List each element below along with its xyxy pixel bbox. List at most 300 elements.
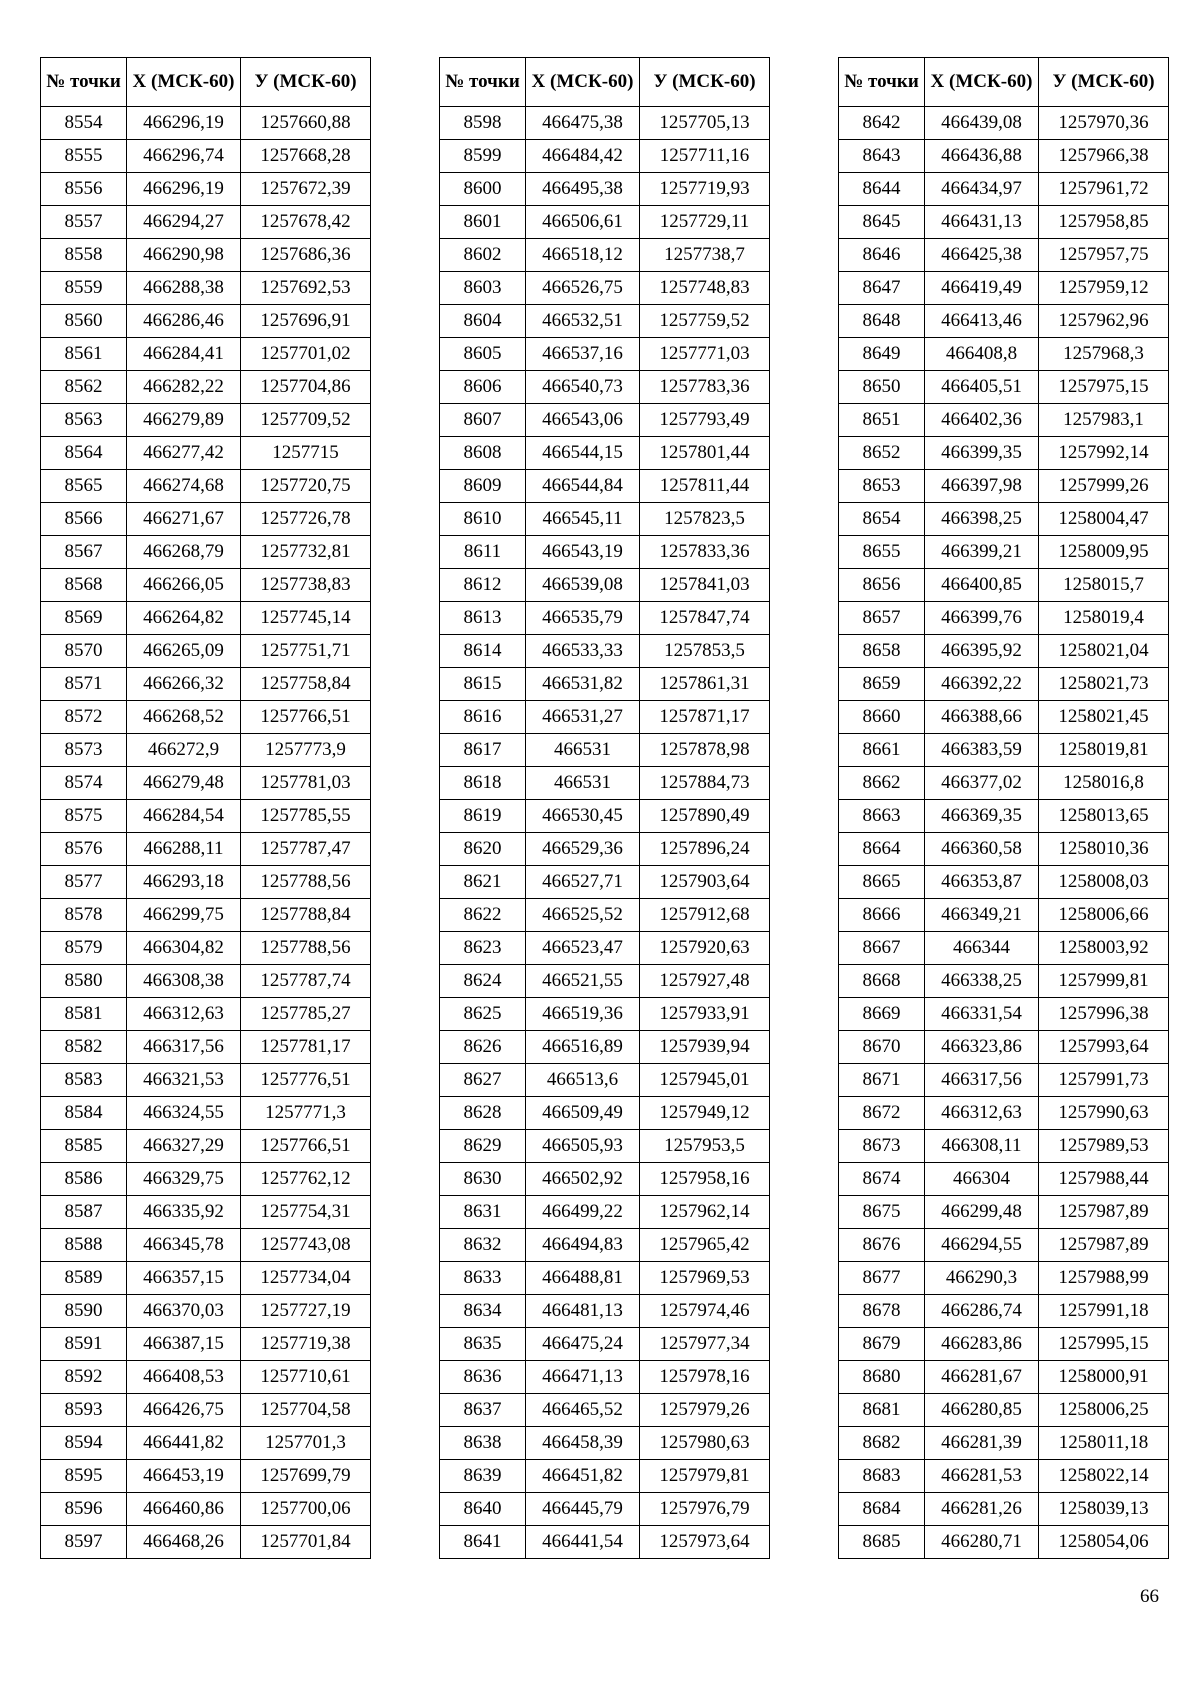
point-number-cell: 8636 [440, 1361, 526, 1394]
table-row [440, 1460, 770, 1493]
table-row [41, 206, 371, 239]
table-row [440, 701, 770, 734]
x-coordinate-cell: 466268,79 [127, 536, 241, 569]
point-number-cell: 8556 [41, 173, 127, 206]
x-coordinate-cell: 466481,13 [526, 1295, 640, 1328]
table-row [440, 965, 770, 998]
y-coordinate-cell: 1257672,39 [241, 173, 371, 206]
y-coordinate-cell: 1257709,52 [241, 404, 371, 437]
table-row [839, 1328, 1169, 1361]
x-coordinate-cell: 466395,92 [925, 635, 1039, 668]
y-coordinate-cell: 1257704,86 [241, 371, 371, 404]
header-x-coordinate: Х (МСК-60) [925, 58, 1039, 107]
x-coordinate-cell: 466312,63 [925, 1097, 1039, 1130]
y-coordinate-cell: 1257668,28 [241, 140, 371, 173]
table-row [440, 1163, 770, 1196]
point-number-cell: 8568 [41, 569, 127, 602]
table-row [440, 239, 770, 272]
y-coordinate-cell: 1257738,7 [640, 239, 770, 272]
point-number-cell: 8599 [440, 140, 526, 173]
point-number-cell: 8621 [440, 866, 526, 899]
y-coordinate-cell: 1257788,56 [241, 866, 371, 899]
table-row [839, 404, 1169, 437]
point-number-cell: 8611 [440, 536, 526, 569]
point-number-cell: 8652 [839, 437, 925, 470]
y-coordinate-cell: 1257957,75 [1039, 239, 1169, 272]
table-row [440, 305, 770, 338]
table-row [839, 1295, 1169, 1328]
table-row [839, 932, 1169, 965]
x-coordinate-cell: 466286,46 [127, 305, 241, 338]
y-coordinate-cell: 1257762,12 [241, 1163, 371, 1196]
table-row [41, 338, 371, 371]
point-number-cell: 8560 [41, 305, 127, 338]
table-row [440, 371, 770, 404]
table-row [440, 1097, 770, 1130]
point-number-cell: 8648 [839, 305, 925, 338]
x-coordinate-cell: 466272,9 [127, 734, 241, 767]
table-row [839, 767, 1169, 800]
x-coordinate-cell: 466296,19 [127, 173, 241, 206]
x-coordinate-cell: 466471,13 [526, 1361, 640, 1394]
point-number-cell: 8684 [839, 1493, 925, 1526]
table-row [839, 470, 1169, 503]
x-coordinate-cell: 466531 [526, 767, 640, 800]
coordinates-table-3 [838, 57, 1169, 1559]
y-coordinate-cell: 1257878,98 [640, 734, 770, 767]
point-number-cell: 8575 [41, 800, 127, 833]
x-coordinate-cell: 466505,93 [526, 1130, 640, 1163]
y-coordinate-cell: 1258021,73 [1039, 668, 1169, 701]
point-number-cell: 8624 [440, 965, 526, 998]
x-coordinate-cell: 466506,61 [526, 206, 640, 239]
y-coordinate-cell: 1257847,74 [640, 602, 770, 635]
table-row [41, 437, 371, 470]
y-coordinate-cell: 1257969,53 [640, 1262, 770, 1295]
x-coordinate-cell: 466458,39 [526, 1427, 640, 1460]
point-number-cell: 8683 [839, 1460, 925, 1493]
y-coordinate-cell: 1257988,44 [1039, 1163, 1169, 1196]
y-coordinate-cell: 1257710,61 [241, 1361, 371, 1394]
x-coordinate-cell: 466531 [526, 734, 640, 767]
table-header-row [839, 58, 1169, 107]
table-row [41, 635, 371, 668]
point-number-cell: 8588 [41, 1229, 127, 1262]
y-coordinate-cell: 1257961,72 [1039, 173, 1169, 206]
x-coordinate-cell: 466266,32 [127, 668, 241, 701]
point-number-cell: 8670 [839, 1031, 925, 1064]
y-coordinate-cell: 1257727,19 [241, 1295, 371, 1328]
y-coordinate-cell: 1258015,7 [1039, 569, 1169, 602]
point-number-cell: 8675 [839, 1196, 925, 1229]
y-coordinate-cell: 1257987,89 [1039, 1229, 1169, 1262]
x-coordinate-cell: 466271,67 [127, 503, 241, 536]
x-coordinate-cell: 466294,55 [925, 1229, 1039, 1262]
point-number-cell: 8655 [839, 536, 925, 569]
point-number-cell: 8580 [41, 965, 127, 998]
y-coordinate-cell: 1257978,16 [640, 1361, 770, 1394]
x-coordinate-cell: 466323,86 [925, 1031, 1039, 1064]
table-row [41, 1361, 371, 1394]
point-number-cell: 8641 [440, 1526, 526, 1559]
point-number-cell: 8601 [440, 206, 526, 239]
point-number-cell: 8616 [440, 701, 526, 734]
x-coordinate-cell: 466488,81 [526, 1262, 640, 1295]
point-number-cell: 8680 [839, 1361, 925, 1394]
point-number-cell: 8623 [440, 932, 526, 965]
table-row [41, 470, 371, 503]
table-row [440, 569, 770, 602]
y-coordinate-cell: 1257696,91 [241, 305, 371, 338]
y-coordinate-cell: 1257719,38 [241, 1328, 371, 1361]
y-coordinate-cell: 1257853,5 [640, 635, 770, 668]
x-coordinate-cell: 466331,54 [925, 998, 1039, 1031]
y-coordinate-cell: 1258003,92 [1039, 932, 1169, 965]
table-row [440, 1526, 770, 1559]
y-coordinate-cell: 1257983,1 [1039, 404, 1169, 437]
y-coordinate-cell: 1257861,31 [640, 668, 770, 701]
point-number-cell: 8557 [41, 206, 127, 239]
y-coordinate-cell: 1257823,5 [640, 503, 770, 536]
table-row [839, 272, 1169, 305]
table-row [839, 734, 1169, 767]
x-coordinate-cell: 466280,71 [925, 1526, 1039, 1559]
x-coordinate-cell: 466400,85 [925, 569, 1039, 602]
table-row [839, 1427, 1169, 1460]
table-row [41, 1163, 371, 1196]
point-number-cell: 8682 [839, 1427, 925, 1460]
y-coordinate-cell: 1257990,63 [1039, 1097, 1169, 1130]
y-coordinate-cell: 1257933,91 [640, 998, 770, 1031]
point-number-cell: 8555 [41, 140, 127, 173]
point-number-cell: 8578 [41, 899, 127, 932]
coordinates-table-2 [439, 57, 770, 1559]
y-coordinate-cell: 1257903,64 [640, 866, 770, 899]
table-row [839, 1097, 1169, 1130]
y-coordinate-cell: 1257711,16 [640, 140, 770, 173]
y-coordinate-cell: 1257660,88 [241, 107, 371, 140]
y-coordinate-cell: 1257988,99 [1039, 1262, 1169, 1295]
y-coordinate-cell: 1258019,4 [1039, 602, 1169, 635]
y-coordinate-cell: 1258016,8 [1039, 767, 1169, 800]
point-number-cell: 8618 [440, 767, 526, 800]
point-number-cell: 8614 [440, 635, 526, 668]
y-coordinate-cell: 1257966,38 [1039, 140, 1169, 173]
y-coordinate-cell: 1257748,83 [640, 272, 770, 305]
x-coordinate-cell: 466383,59 [925, 734, 1039, 767]
table-row [41, 1196, 371, 1229]
x-coordinate-cell: 466274,68 [127, 470, 241, 503]
table-row [839, 1229, 1169, 1262]
table-row [440, 1394, 770, 1427]
table-row [440, 635, 770, 668]
table-row [440, 1493, 770, 1526]
point-number-cell: 8631 [440, 1196, 526, 1229]
table-row [41, 833, 371, 866]
x-coordinate-cell: 466537,16 [526, 338, 640, 371]
point-number-cell: 8606 [440, 371, 526, 404]
table-row [440, 1328, 770, 1361]
y-coordinate-cell: 1257949,12 [640, 1097, 770, 1130]
y-coordinate-cell: 1257715 [241, 437, 371, 470]
table-row [839, 635, 1169, 668]
x-coordinate-cell: 466516,89 [526, 1031, 640, 1064]
y-coordinate-cell: 1257781,17 [241, 1031, 371, 1064]
point-number-cell: 8573 [41, 734, 127, 767]
y-coordinate-cell: 1257729,11 [640, 206, 770, 239]
x-coordinate-cell: 466532,51 [526, 305, 640, 338]
table-row [41, 371, 371, 404]
point-number-cell: 8681 [839, 1394, 925, 1427]
point-number-cell: 8668 [839, 965, 925, 998]
table-header-row [440, 58, 770, 107]
y-coordinate-cell: 1257743,08 [241, 1229, 371, 1262]
table-row [839, 998, 1169, 1031]
table-row [41, 173, 371, 206]
x-coordinate-cell: 466308,11 [925, 1130, 1039, 1163]
table-row [41, 668, 371, 701]
y-coordinate-cell: 1257734,04 [241, 1262, 371, 1295]
x-coordinate-cell: 466335,92 [127, 1196, 241, 1229]
point-number-cell: 8643 [839, 140, 925, 173]
y-coordinate-cell: 1258010,36 [1039, 833, 1169, 866]
table-row [839, 1130, 1169, 1163]
table-row [839, 371, 1169, 404]
table-row [440, 536, 770, 569]
x-coordinate-cell: 466264,82 [127, 602, 241, 635]
table-row [41, 272, 371, 305]
point-number-cell: 8658 [839, 635, 925, 668]
point-number-cell: 8565 [41, 470, 127, 503]
y-coordinate-cell: 1258000,91 [1039, 1361, 1169, 1394]
point-number-cell: 8619 [440, 800, 526, 833]
x-coordinate-cell: 466399,21 [925, 536, 1039, 569]
point-number-cell: 8644 [839, 173, 925, 206]
y-coordinate-cell: 1257977,34 [640, 1328, 770, 1361]
table-row [440, 404, 770, 437]
point-number-cell: 8669 [839, 998, 925, 1031]
x-coordinate-cell: 466345,78 [127, 1229, 241, 1262]
y-coordinate-cell: 1257771,03 [640, 338, 770, 371]
y-coordinate-cell: 1257884,73 [640, 767, 770, 800]
point-number-cell: 8661 [839, 734, 925, 767]
table-row [41, 767, 371, 800]
table-row [41, 965, 371, 998]
point-number-cell: 8617 [440, 734, 526, 767]
point-number-cell: 8665 [839, 866, 925, 899]
x-coordinate-cell: 466468,26 [127, 1526, 241, 1559]
table-row [839, 569, 1169, 602]
point-number-cell: 8559 [41, 272, 127, 305]
point-number-cell: 8563 [41, 404, 127, 437]
table-row [41, 239, 371, 272]
table-row [440, 1196, 770, 1229]
point-number-cell: 8664 [839, 833, 925, 866]
y-coordinate-cell: 1257801,44 [640, 437, 770, 470]
y-coordinate-cell: 1257811,44 [640, 470, 770, 503]
point-number-cell: 8620 [440, 833, 526, 866]
y-coordinate-cell: 1257701,3 [241, 1427, 371, 1460]
point-number-cell: 8558 [41, 239, 127, 272]
x-coordinate-cell: 466495,38 [526, 173, 640, 206]
table-row [839, 206, 1169, 239]
x-coordinate-cell: 466453,19 [127, 1460, 241, 1493]
x-coordinate-cell: 466293,18 [127, 866, 241, 899]
x-coordinate-cell: 466445,79 [526, 1493, 640, 1526]
point-number-cell: 8634 [440, 1295, 526, 1328]
y-coordinate-cell: 1258039,13 [1039, 1493, 1169, 1526]
x-coordinate-cell: 466408,8 [925, 338, 1039, 371]
point-number-cell: 8603 [440, 272, 526, 305]
x-coordinate-cell: 466284,41 [127, 338, 241, 371]
point-number-cell: 8659 [839, 668, 925, 701]
point-number-cell: 8605 [440, 338, 526, 371]
point-number-cell: 8679 [839, 1328, 925, 1361]
y-coordinate-cell: 1257773,9 [241, 734, 371, 767]
table-row [440, 1361, 770, 1394]
x-coordinate-cell: 466426,75 [127, 1394, 241, 1427]
x-coordinate-cell: 466519,36 [526, 998, 640, 1031]
table-row [839, 338, 1169, 371]
table-row [440, 767, 770, 800]
x-coordinate-cell: 466290,98 [127, 239, 241, 272]
y-coordinate-cell: 1257987,89 [1039, 1196, 1169, 1229]
point-number-cell: 8667 [839, 932, 925, 965]
table-row [41, 701, 371, 734]
table-row [839, 800, 1169, 833]
table-row [440, 272, 770, 305]
y-coordinate-cell: 1257968,3 [1039, 338, 1169, 371]
table-row [839, 1493, 1169, 1526]
point-number-cell: 8561 [41, 338, 127, 371]
y-coordinate-cell: 1257979,26 [640, 1394, 770, 1427]
x-coordinate-cell: 466324,55 [127, 1097, 241, 1130]
header-point-number: № точки [41, 58, 127, 107]
y-coordinate-cell: 1257980,63 [640, 1427, 770, 1460]
table-row [41, 602, 371, 635]
table-row [440, 206, 770, 239]
table-row [839, 1394, 1169, 1427]
x-coordinate-cell: 466360,58 [925, 833, 1039, 866]
table-row [839, 602, 1169, 635]
point-number-cell: 8657 [839, 602, 925, 635]
point-number-cell: 8554 [41, 107, 127, 140]
y-coordinate-cell: 1257945,01 [640, 1064, 770, 1097]
y-coordinate-cell: 1257999,81 [1039, 965, 1169, 998]
x-coordinate-cell: 466513,6 [526, 1064, 640, 1097]
table-row [839, 668, 1169, 701]
x-coordinate-cell: 466279,89 [127, 404, 241, 437]
point-number-cell: 8685 [839, 1526, 925, 1559]
y-coordinate-cell: 1257927,48 [640, 965, 770, 998]
y-coordinate-cell: 1257962,14 [640, 1196, 770, 1229]
x-coordinate-cell: 466283,86 [925, 1328, 1039, 1361]
x-coordinate-cell: 466304,82 [127, 932, 241, 965]
point-number-cell: 8674 [839, 1163, 925, 1196]
table-row [839, 536, 1169, 569]
x-coordinate-cell: 466399,35 [925, 437, 1039, 470]
point-number-cell: 8656 [839, 569, 925, 602]
x-coordinate-cell: 466317,56 [127, 1031, 241, 1064]
table-row [440, 899, 770, 932]
y-coordinate-cell: 1257781,03 [241, 767, 371, 800]
table-row [440, 470, 770, 503]
y-coordinate-cell: 1257958,85 [1039, 206, 1169, 239]
x-coordinate-cell: 466288,11 [127, 833, 241, 866]
x-coordinate-cell: 466531,82 [526, 668, 640, 701]
y-coordinate-cell: 1258019,81 [1039, 734, 1169, 767]
table-row [839, 1064, 1169, 1097]
point-number-cell: 8663 [839, 800, 925, 833]
y-coordinate-cell: 1258006,25 [1039, 1394, 1169, 1427]
point-number-cell: 8625 [440, 998, 526, 1031]
y-coordinate-cell: 1258006,66 [1039, 899, 1169, 932]
x-coordinate-cell: 466425,38 [925, 239, 1039, 272]
y-coordinate-cell: 1257788,56 [241, 932, 371, 965]
point-number-cell: 8633 [440, 1262, 526, 1295]
table-row [41, 1526, 371, 1559]
table-row [41, 1493, 371, 1526]
y-coordinate-cell: 1257871,17 [640, 701, 770, 734]
y-coordinate-cell: 1257686,36 [241, 239, 371, 272]
table-row [839, 965, 1169, 998]
y-coordinate-cell: 1257705,13 [640, 107, 770, 140]
table-row [41, 305, 371, 338]
point-number-cell: 8645 [839, 206, 925, 239]
x-coordinate-cell: 466397,98 [925, 470, 1039, 503]
x-coordinate-cell: 466277,42 [127, 437, 241, 470]
x-coordinate-cell: 466296,74 [127, 140, 241, 173]
point-number-cell: 8567 [41, 536, 127, 569]
table-row [440, 437, 770, 470]
point-number-cell: 8597 [41, 1526, 127, 1559]
x-coordinate-cell: 466299,48 [925, 1196, 1039, 1229]
point-number-cell: 8649 [839, 338, 925, 371]
y-coordinate-cell: 1257989,53 [1039, 1130, 1169, 1163]
table-row [440, 1064, 770, 1097]
y-coordinate-cell: 1257766,51 [241, 701, 371, 734]
point-number-cell: 8602 [440, 239, 526, 272]
table-row [41, 866, 371, 899]
header-x-coordinate: Х (МСК-60) [127, 58, 241, 107]
header-point-number: № точки [440, 58, 526, 107]
table-row [41, 1262, 371, 1295]
point-number-cell: 8646 [839, 239, 925, 272]
point-number-cell: 8654 [839, 503, 925, 536]
y-coordinate-cell: 1257996,38 [1039, 998, 1169, 1031]
y-coordinate-cell: 1257678,42 [241, 206, 371, 239]
x-coordinate-cell: 466280,85 [925, 1394, 1039, 1427]
table-row [440, 1031, 770, 1064]
y-coordinate-cell: 1257833,36 [640, 536, 770, 569]
table-row [41, 140, 371, 173]
x-coordinate-cell: 466543,06 [526, 404, 640, 437]
point-number-cell: 8574 [41, 767, 127, 800]
table-row [440, 734, 770, 767]
table-row [839, 899, 1169, 932]
y-coordinate-cell: 1257973,64 [640, 1526, 770, 1559]
table-row [41, 932, 371, 965]
x-coordinate-cell: 466266,05 [127, 569, 241, 602]
y-coordinate-cell: 1258054,06 [1039, 1526, 1169, 1559]
point-number-cell: 8584 [41, 1097, 127, 1130]
y-coordinate-cell: 1257701,84 [241, 1526, 371, 1559]
y-coordinate-cell: 1258008,03 [1039, 866, 1169, 899]
x-coordinate-cell: 466499,22 [526, 1196, 640, 1229]
table-row [440, 668, 770, 701]
y-coordinate-cell: 1258009,95 [1039, 536, 1169, 569]
x-coordinate-cell: 466377,02 [925, 767, 1039, 800]
